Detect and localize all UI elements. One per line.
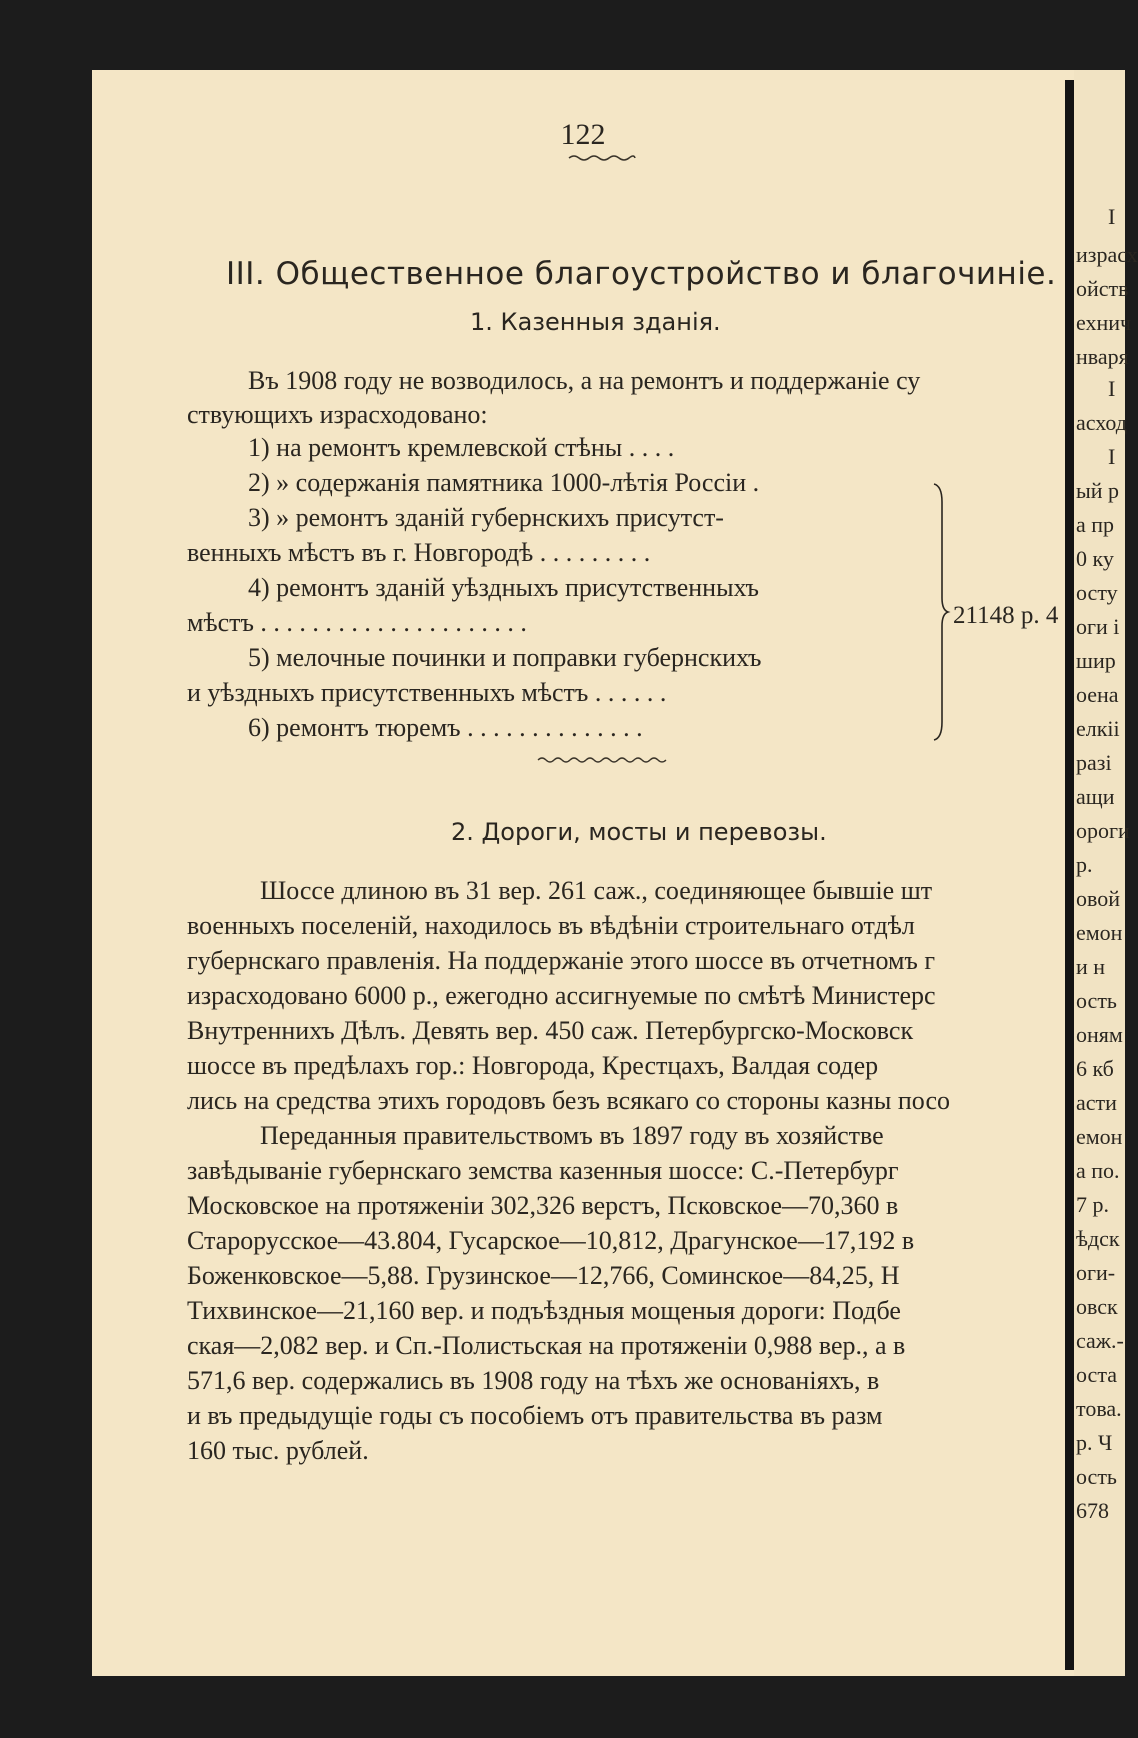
adjacent-fragment: І	[1108, 204, 1116, 229]
adjacent-fragment: овск	[1076, 1294, 1118, 1319]
adjacent-fragment: ость	[1076, 988, 1117, 1013]
paragraph-line: Старорусское—43.804, Гусарское—10,812, Драгунское—17,192 в	[187, 1226, 915, 1255]
adjacent-fragment: І	[1108, 376, 1116, 401]
paragraph-line: 571,6 вер. содержались въ 1908 году на тѣхъ же основаніяхъ, в	[187, 1366, 880, 1395]
document-page	[92, 70, 1074, 1676]
expense-item: венныхъ мѣстъ въ г. Новгородѣ . . . . . . . . .	[187, 538, 651, 567]
page-number: 122	[560, 118, 606, 151]
paragraph-line: Тихвинское—21,160 вер. и подъѣздныя мощеныя дороги: Подбе	[187, 1296, 901, 1325]
adjacent-fragment: нваря	[1076, 344, 1129, 369]
adjacent-fragment: ѣдск	[1076, 1226, 1120, 1251]
adjacent-fragment: емон	[1076, 1124, 1123, 1149]
paragraph-line: Боженковское—5,88. Грузинское—12,766, Соминское—84,25, Н	[187, 1261, 900, 1290]
paragraph-line: шоссе въ предѣлахъ гор.: Новгорода, Крестцахъ, Валдая содер	[187, 1051, 879, 1080]
intro-line: Въ 1908 году не возводилось, а на ремонтъ и поддержаніе су	[248, 366, 921, 395]
adjacent-fragment: елкіі	[1076, 716, 1120, 741]
adjacent-fragment: ость	[1076, 1464, 1117, 1489]
paragraph-line: 160 тыс. рублей.	[187, 1436, 369, 1465]
intro-line: ствующихъ израсходовано:	[187, 400, 488, 429]
adjacent-fragment: асти	[1076, 1090, 1117, 1115]
adjacent-fragment: оням	[1076, 1022, 1123, 1047]
paragraph-line: Внутреннихъ Дѣлъ. Девять вер. 450 саж. Петербургско-Московск	[187, 1016, 914, 1045]
paragraph-line: и въ предыдущіе годы съ пособіемъ отъ правительства въ разм	[187, 1401, 883, 1430]
curly-brace	[930, 482, 950, 742]
adjacent-fragment: и н	[1076, 954, 1106, 979]
adjacent-fragment: 6 кб	[1076, 1056, 1114, 1081]
adjacent-fragment: това.	[1076, 1396, 1122, 1421]
subsection-title-roads: 2. Дороги, мосты и перевозы.	[451, 818, 827, 846]
paragraph-line: Переданныя правительствомъ въ 1897 году въ хозяйстве	[260, 1121, 884, 1150]
expense-item: 2) » содержанія памятника 1000-лѣтія Россіи .	[248, 468, 760, 497]
adjacent-fragment: разі	[1076, 750, 1112, 775]
adjacent-fragment: оги-	[1076, 1260, 1116, 1285]
expense-total: 21148 р. 4	[953, 602, 1059, 629]
paragraph-line: губернскаго правленія. На поддержаніе этого шоссе въ отчетномъ г	[187, 946, 936, 975]
adjacent-fragment: І	[1108, 444, 1116, 469]
adjacent-page-strip	[1074, 70, 1138, 1676]
adjacent-fragment: а по.	[1076, 1158, 1120, 1183]
adjacent-fragment: 0 ку	[1076, 546, 1114, 571]
expense-item: 3) » ремонтъ зданій губернскихъ присутст-	[248, 503, 724, 532]
paragraph-line: израсходовано 6000 р., ежегодно ассигнуемые по смѣтѣ Министерс	[187, 981, 936, 1010]
adjacent-fragment: ойств	[1076, 276, 1129, 301]
paragraph-line: ская—2,082 вер. и Сп.-Полистьская на протяженіи 0,988 вер., а в	[187, 1331, 906, 1360]
expense-item: мѣстъ . . . . . . . . . . . . . . . . . . . . .	[187, 608, 527, 637]
expense-item: 1) на ремонтъ кремлевской стѣны . . . .	[248, 433, 675, 462]
expense-item: 6) ремонтъ тюремъ . . . . . . . . . . . . . .	[248, 713, 643, 742]
adjacent-fragment: оги і	[1076, 614, 1120, 639]
page-number-ornament	[569, 154, 635, 162]
adjacent-fragment: ороги	[1076, 818, 1130, 843]
expense-item: 4) ремонтъ зданій уѣздныхъ присутственныхъ	[248, 573, 759, 602]
adjacent-fragment: р.	[1076, 852, 1093, 877]
adjacent-fragment: овой	[1076, 886, 1121, 911]
section-title: III. Общественное благоустройство и благочиніе.	[226, 256, 1057, 292]
adjacent-fragment: оена	[1076, 682, 1119, 707]
section-divider-ornament	[538, 756, 666, 764]
adjacent-fragment: а пр	[1076, 512, 1115, 537]
paragraph-line: военныхъ поселеній, находилось въ вѣдѣніи строительнаго отдѣл	[187, 911, 915, 940]
adjacent-fragment: саж.-	[1076, 1328, 1124, 1353]
adjacent-fragment: 7 р.	[1076, 1192, 1109, 1217]
paragraph-line: лись на средства этихъ городовъ безъ всякаго со стороны казны посо	[187, 1086, 950, 1115]
adjacent-fragment: р. Ч	[1076, 1430, 1113, 1455]
adjacent-fragment: осту	[1076, 580, 1118, 605]
adjacent-fragment: оста	[1076, 1362, 1117, 1387]
paragraph-line: Шоссе длиною въ 31 вер. 261 саж., соединяющее бывшіе шт	[260, 876, 933, 905]
adjacent-fragment: ый р	[1076, 478, 1120, 503]
expense-item: и уѣздныхъ присутственныхъ мѣстъ . . . . . .	[187, 678, 667, 707]
adjacent-fragment: асход	[1076, 410, 1127, 435]
subsection-title-buildings: 1. Казенныя зданія.	[470, 308, 721, 336]
paragraph-line: Московское на протяженіи 302,326 верстъ, Псковское—70,360 в	[187, 1191, 899, 1220]
adjacent-fragment: шир	[1076, 648, 1116, 673]
adjacent-fragment: ехнич	[1076, 310, 1132, 335]
expense-item: 5) мелочные починки и поправки губернскихъ	[248, 643, 762, 672]
adjacent-fragment: емон	[1076, 920, 1123, 945]
adjacent-fragment: ащи	[1076, 784, 1115, 809]
adjacent-fragment: израсх	[1076, 242, 1138, 267]
adjacent-fragment: 678	[1076, 1498, 1109, 1523]
paragraph-line: завѣдываніе губернскаго земства казенныя шоссе: С.-Петербург	[187, 1156, 899, 1185]
